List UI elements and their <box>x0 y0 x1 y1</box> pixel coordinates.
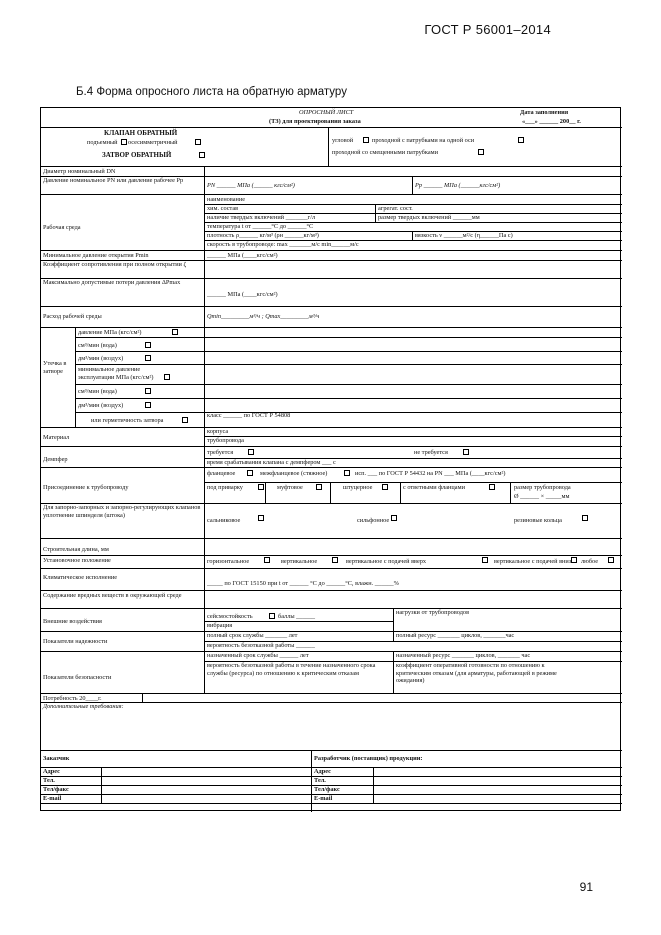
safe-assigned-resource: назначенный ресурс _______ циклов, _______ час <box>396 652 531 659</box>
developer-email: E-mail <box>314 795 333 802</box>
damper-required: требуется <box>207 449 234 456</box>
conn-weld: под приварку <box>207 484 243 491</box>
conn-pipe-size: размер трубопровода <box>514 484 571 491</box>
install-vertical: вертикальное <box>281 558 318 565</box>
install-vertical-checkbox[interactable] <box>332 557 338 563</box>
conn-coupling: муфтовое <box>277 484 303 491</box>
min-open-value: ______ МПа (____кгс/см²) <box>207 252 278 259</box>
conn-coupling-checkbox[interactable] <box>316 484 322 490</box>
through-same-axis-label: проходной с патрубками на одной оси <box>372 137 475 144</box>
through-offset-checkbox[interactable] <box>478 149 484 155</box>
medium-viscosity: вязкость ν ______м²/с (η______Па с) <box>415 232 513 239</box>
leak-water-1-checkbox[interactable] <box>145 342 151 348</box>
conn-interflange-checkbox[interactable] <box>344 470 350 476</box>
conn-counter-flanges-checkbox[interactable] <box>489 484 495 490</box>
row-external: Внешние воздействия <box>43 618 102 625</box>
seal-gland: сальниковое <box>207 517 241 524</box>
material-pipeline: трубопровода <box>207 437 244 444</box>
lift-checkbox[interactable] <box>121 139 127 145</box>
customer-email: E-mail <box>43 795 62 802</box>
questionnaire-form <box>40 107 621 811</box>
medium-velocity: скорость в трубопроводе: max _______м/с min______м/с <box>207 241 359 248</box>
safe-readiness: коэффициент оперативной готовности по отношению к критическим отказам (для арматуры, работающей в режиме ожидания) <box>396 662 557 684</box>
rel-service-life: полный срок службы _______ лет <box>207 632 298 639</box>
developer-phone: Тел. <box>314 777 326 784</box>
leak-min-pressure: минимальное давление эксплуатации МПа (кгс/см²) <box>78 366 154 381</box>
safe-fail-free: вероятность безотказной работы в течение назначенного срока службы (ресурса) по отношению к критическим отказам <box>207 662 376 677</box>
row-leak: Утечка в затворе <box>43 360 67 375</box>
row-harmful: Содержание вредных веществ в окружающей среде <box>43 592 182 599</box>
leak-air-1-checkbox[interactable] <box>145 355 151 361</box>
row-climate: Климатическое исполнение <box>43 574 118 581</box>
form-subtitle: (ТЗ) для проектирования заказа <box>269 118 361 125</box>
customer-fax: Тел/факс <box>43 786 69 793</box>
fill-date-label: Дата заполнения <box>520 109 569 116</box>
row-material: Материал <box>43 434 70 441</box>
row-min-open-pressure: Минимальное давление открытия Pmin <box>43 252 149 259</box>
safe-assigned-life: назначенный срок службы ______ лет <box>207 652 309 659</box>
row-resistance: Коэффициент сопротивления при полном открытии ζ <box>43 261 187 268</box>
seal-sylphon: сильфонное <box>357 517 390 524</box>
through-same-axis-checkbox[interactable] <box>518 137 524 143</box>
row-dn: Диаметр номинальный DN <box>43 168 116 175</box>
document-code: ГОСТ Р 56001–2014 <box>424 22 551 37</box>
conn-nipple-checkbox[interactable] <box>382 484 388 490</box>
conn-interflange: межфланцевое (стяжное) <box>260 470 328 477</box>
damper-not-required-checkbox[interactable] <box>463 449 469 455</box>
axisym-checkbox[interactable] <box>195 139 201 145</box>
leak-air-2-checkbox[interactable] <box>145 402 151 408</box>
ext-seismic-checkbox[interactable] <box>269 613 275 619</box>
leak-class: класс ______ по ГОСТ Р 54808 <box>207 412 291 419</box>
leak-pressure-checkbox[interactable] <box>172 329 178 335</box>
install-vertical-down-checkbox[interactable] <box>571 557 577 563</box>
flow-value: Qmin_________м³/ч ; Qmax_________м³/ч <box>207 313 320 320</box>
damper-required-checkbox[interactable] <box>248 449 254 455</box>
install-any-checkbox[interactable] <box>608 557 614 563</box>
ext-seismic: сейсмостойкость <box>207 613 253 620</box>
row-max-loss: Максимально допустимые потери давления ΔPmax <box>43 279 181 286</box>
valve-check-label: КЛАПАН ОБРАТНЫЙ <box>104 129 178 137</box>
form-title: ОПРОСНЫЙ ЛИСТ <box>299 109 354 116</box>
max-loss-value: ______ МПа (____кгс/см²) <box>207 291 278 298</box>
medium-solids: наличие твердых включений _______г/л <box>207 214 316 221</box>
leak-tightness: или герметичность затвора <box>91 417 164 424</box>
customer-phone: Тел. <box>43 777 55 784</box>
section-title: Б.4 Форма опросного листа на обратную арматуру <box>76 86 347 98</box>
install-horizontal-checkbox[interactable] <box>264 557 270 563</box>
medium-name: наименование <box>207 196 246 203</box>
developer-address: Адрес <box>314 768 331 775</box>
medium-aggregate: агрегат. сост. <box>378 205 413 212</box>
row-damper: Демпфер <box>43 456 68 463</box>
conn-flanged: фланцевое <box>207 470 236 477</box>
install-vertical-up: вертикальное с подачей вверх <box>346 558 427 565</box>
leak-min-pressure-checkbox[interactable] <box>164 374 170 380</box>
fill-date-value: «___» ______ 200__ г. <box>522 118 581 125</box>
row-safety: Показатели безопасности <box>43 674 112 681</box>
leak-water-2-checkbox[interactable] <box>145 388 151 394</box>
seal-rubber-checkbox[interactable] <box>582 515 588 521</box>
medium-density: плотность ρ______ кг/м³ (ρн ______кг/м³) <box>207 232 319 239</box>
row-install: Установочное положение <box>43 557 111 564</box>
pn-value: PN ______ МПа (______ кгс/см²) <box>207 182 295 189</box>
leak-water-2: см³/мин (вода) <box>78 388 117 395</box>
row-reliability: Показатели надежности <box>43 638 108 645</box>
conn-weld-checkbox[interactable] <box>258 484 264 490</box>
leak-air-1: дм³/мин (воздух) <box>78 355 124 362</box>
leak-pressure: давление МПа (кгс/см²) <box>78 329 142 336</box>
row-flow: Расход рабочей среды <box>43 313 102 320</box>
conn-pipe-size-value: Ø ______ × _____мм <box>514 493 570 500</box>
ext-vibration: вибрация <box>207 622 233 629</box>
seal-sylphon-checkbox[interactable] <box>391 515 397 521</box>
developer-fax: Тел/факс <box>314 786 340 793</box>
gate-check-label: ЗАТВОР ОБРАТНЫЙ <box>102 151 172 159</box>
climate-value: _____ по ГОСТ 15150 при t от ______ °С до ______°С, влажн. ______% <box>207 580 399 587</box>
conn-flange-std: исп. ___ по ГОСТ Р 54432 на PN ___ МПа (____кгс/см²) <box>355 470 506 477</box>
install-horizontal: горизонтальное <box>207 558 250 565</box>
row-length: Строительная длина, мм <box>43 546 109 553</box>
damper-time: время срабатывания клапана с демпфером ___ с <box>207 459 336 466</box>
install-vertical-down: вертикальное с подачей вниз <box>494 558 572 565</box>
seal-rubber: резиновые кольца <box>514 517 562 524</box>
conn-counter-flanges: с ответными фланцами <box>403 484 465 491</box>
lift-label: подъемный <box>87 139 118 146</box>
angle-checkbox[interactable] <box>363 137 369 143</box>
customer-address: Адрес <box>43 768 60 775</box>
medium-chem: хим. состав <box>207 205 239 212</box>
conn-flanged-checkbox[interactable] <box>247 470 253 476</box>
through-offset-label: проходной со смещенными патрубками <box>332 149 438 156</box>
row-connection: Присоединение к трубопроводу <box>43 484 129 491</box>
install-vertical-up-checkbox[interactable] <box>482 557 488 563</box>
angle-label: угловой <box>332 137 354 144</box>
rel-fail-prob: вероятность безотказной работы ______ <box>207 642 315 649</box>
axisym-label: осесимметричный <box>128 139 178 146</box>
material-body: корпуса <box>207 428 229 435</box>
ext-pipe-loads: нагрузки от трубопроводов <box>396 609 470 616</box>
medium-solids-size: размер твердых включений ______мм <box>378 214 480 221</box>
seal-gland-checkbox[interactable] <box>258 515 264 521</box>
damper-not-required: не требуется <box>414 449 448 456</box>
leak-water-1: см³/мин (вода) <box>78 342 117 349</box>
row-medium: Рабочая среда <box>43 224 81 231</box>
pp-value: Pp ______ МПа (______кгс/см²) <box>415 182 501 189</box>
medium-temperature: температура t от ______°С до ______°С <box>207 223 314 230</box>
page-number: 91 <box>579 880 593 894</box>
conn-nipple: штуцерное <box>343 484 373 491</box>
leak-air-2: дм³/мин (воздух) <box>78 402 124 409</box>
gate-checkbox[interactable] <box>199 152 205 158</box>
rel-full-resource: полный ресурс _______ циклов, _______час <box>396 632 515 639</box>
leak-tightness-checkbox[interactable] <box>182 417 188 423</box>
install-any: любое <box>581 558 599 565</box>
row-extra-requirements: Дополнительные требования: <box>43 703 124 710</box>
developer-title: Разработчик (поставщик) продукции: <box>314 755 423 762</box>
row-pressure: Давление номинальное PN или давление рабочее Pp <box>43 177 184 184</box>
customer-title: Заказчик <box>43 755 70 762</box>
row-need: Потребность 20____г. <box>43 695 102 702</box>
ext-points: баллы ______ <box>278 613 316 620</box>
row-gate-seal: Для запорно-запорных и запорно-регулирующих клапанов уплотнение шпинделя (штока) <box>43 504 201 519</box>
